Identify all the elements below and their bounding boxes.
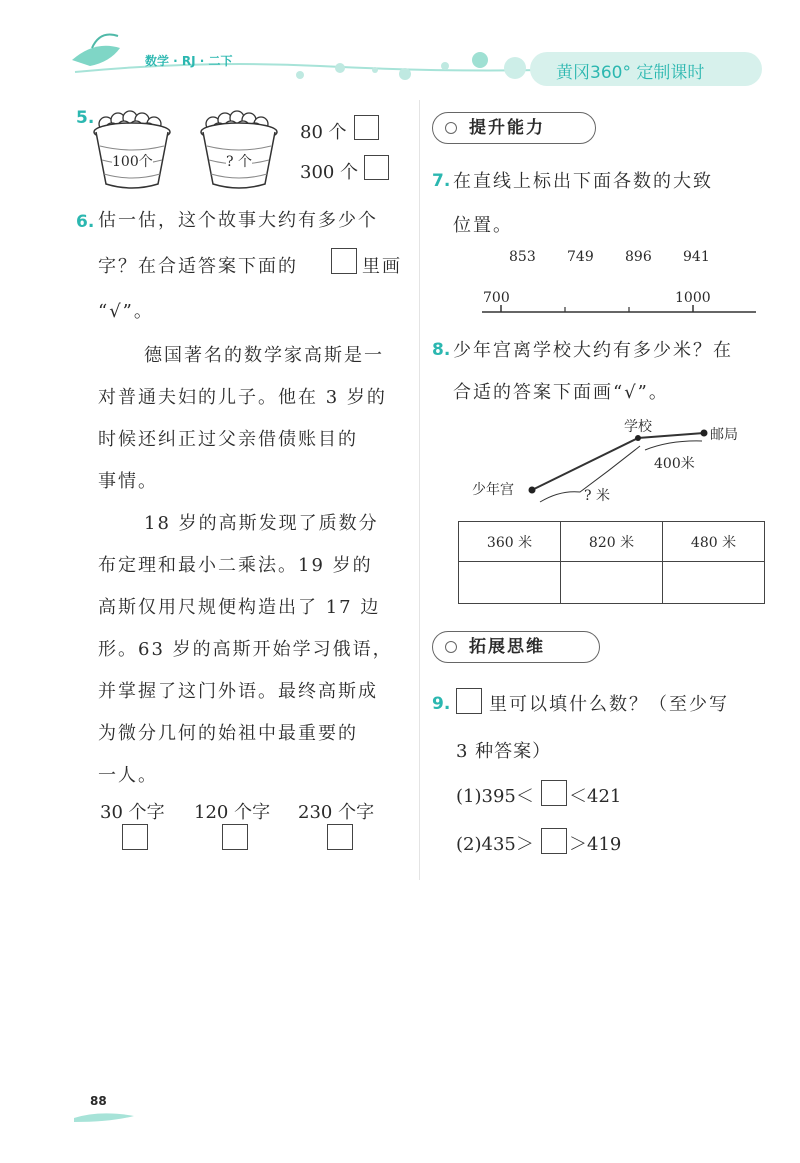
story-line: 形。63 岁的高斯开始学习俄语， <box>98 639 393 660</box>
q5-answer-box-300[interactable] <box>364 155 389 180</box>
q7-number-749: 749 <box>567 249 594 265</box>
section-title: 提升能力 <box>469 118 545 138</box>
youth-palace-dot <box>529 487 536 494</box>
q8-option-360: 360 米 <box>459 522 561 562</box>
q6-answer-box-120[interactable] <box>222 824 248 850</box>
bird-icon <box>72 35 120 67</box>
q9-number: 9. <box>432 694 451 714</box>
q6-number: 6. <box>76 212 95 232</box>
q5-answer-box-80[interactable] <box>354 115 379 140</box>
q5-number: 5. <box>76 108 95 128</box>
q8-prompt-line2: 合适的答案下面画“√”。 <box>453 382 669 403</box>
header-subject: 数学 · RJ · 二下 <box>145 54 233 68</box>
column-divider <box>419 100 420 880</box>
q6-answer-box-30[interactable] <box>122 824 148 850</box>
header-decoration <box>0 0 800 100</box>
label-distance-400: 400米 <box>654 456 695 472</box>
q9-part1-input[interactable] <box>541 780 567 806</box>
bullet-icon <box>445 641 457 653</box>
q9-prompt-line2: 3 种答案） <box>456 741 552 762</box>
story-line: 高斯仅用尺规便构造出了 17 边 <box>98 597 381 618</box>
q9-part2-left: (2)435＞ <box>456 834 534 855</box>
q8-answer-cell-360[interactable] <box>459 562 561 604</box>
q6-option-30: 30 个字 <box>100 802 165 823</box>
post-office-dot <box>701 430 708 437</box>
basket-2-label: ? 个 <box>226 151 252 171</box>
q6-option-230: 230 个字 <box>298 802 375 823</box>
section-title: 拓展思维 <box>469 637 545 657</box>
basket-1-label: 100个 <box>112 151 153 171</box>
story-line: 德国著名的数学家高斯是一 <box>144 345 384 366</box>
q8-option-480: 480 米 <box>663 522 765 562</box>
q7-number-853: 853 <box>509 249 536 265</box>
q7-line-end-label: 1000 <box>675 290 711 306</box>
bullet-icon <box>445 122 457 134</box>
q5-option-80: 80 个 <box>300 122 347 143</box>
q9-part1-left: (1)395＜ <box>456 786 534 807</box>
q6-answer-box-230[interactable] <box>327 824 353 850</box>
q7-number-941: 941 <box>683 249 710 265</box>
story-line: 一人。 <box>98 765 158 786</box>
header-brand: 黄冈360° 定制课时 <box>556 63 705 83</box>
q6-prompt-line1: 估一估，这个故事大约有多少个 <box>98 210 378 231</box>
q8-answer-table <box>458 521 765 604</box>
q6-option-120: 120 个字 <box>194 802 271 823</box>
q9-part2-input[interactable] <box>541 828 567 854</box>
q8-number: 8. <box>432 340 451 360</box>
story-line: 为微分几何的始祖中最重要的 <box>98 723 358 744</box>
story-line: 并掌握了这门外语。最终高斯成 <box>98 681 378 702</box>
label-youth-palace: 少年宫 <box>472 482 514 498</box>
label-post-office: 邮局 <box>710 427 738 443</box>
q7-prompt-line1: 在直线上标出下面各数的大致 <box>453 171 713 192</box>
story-line: 事情。 <box>98 471 158 492</box>
q6-prompt-line3: “√”。 <box>98 301 154 322</box>
q9-part1-right: ＜421 <box>569 786 622 807</box>
q8-prompt-line1: 少年宫离学校大约有多少米？在 <box>453 340 733 361</box>
label-school: 学校 <box>624 419 652 435</box>
q9-prompt-line1: 里可以填什么数？（至少写 <box>489 694 729 715</box>
page-number: 88 <box>90 1094 107 1108</box>
story-line: 时候还纠正过父亲借债账目的 <box>98 429 358 450</box>
q8-option-820: 820 米 <box>561 522 663 562</box>
q7-number-line <box>480 300 760 320</box>
section-header-improve <box>432 112 596 144</box>
q8-answer-cell-480[interactable] <box>663 562 765 604</box>
q9-sample-box <box>456 688 482 714</box>
label-distance-unknown: ? 米 <box>584 488 610 504</box>
q6-sample-box <box>331 248 357 274</box>
q5-option-300: 300 个 <box>300 162 359 183</box>
section-header-expand <box>432 631 600 663</box>
q7-number-896: 896 <box>625 249 652 265</box>
basket-2-icon <box>201 111 277 188</box>
story-line: 对普通夫妇的儿子。他在 3 岁的 <box>98 387 387 408</box>
q6-prompt-line2: 字？在合适答案下面的 <box>98 256 298 277</box>
q6-prompt-line2b: 里画 <box>362 256 402 277</box>
story-line: 布定理和最小二乘法。19 岁的 <box>98 555 373 576</box>
q7-number: 7. <box>432 171 451 191</box>
q8-answer-cell-820[interactable] <box>561 562 663 604</box>
q7-line-start-label: 700 <box>483 290 510 306</box>
baskets <box>92 104 292 192</box>
basket-1-icon <box>94 111 170 188</box>
q9-part2-right: ＞419 <box>569 834 622 855</box>
story-line: 18 岁的高斯发现了质数分 <box>144 513 379 534</box>
q7-prompt-line2: 位置。 <box>453 215 513 236</box>
